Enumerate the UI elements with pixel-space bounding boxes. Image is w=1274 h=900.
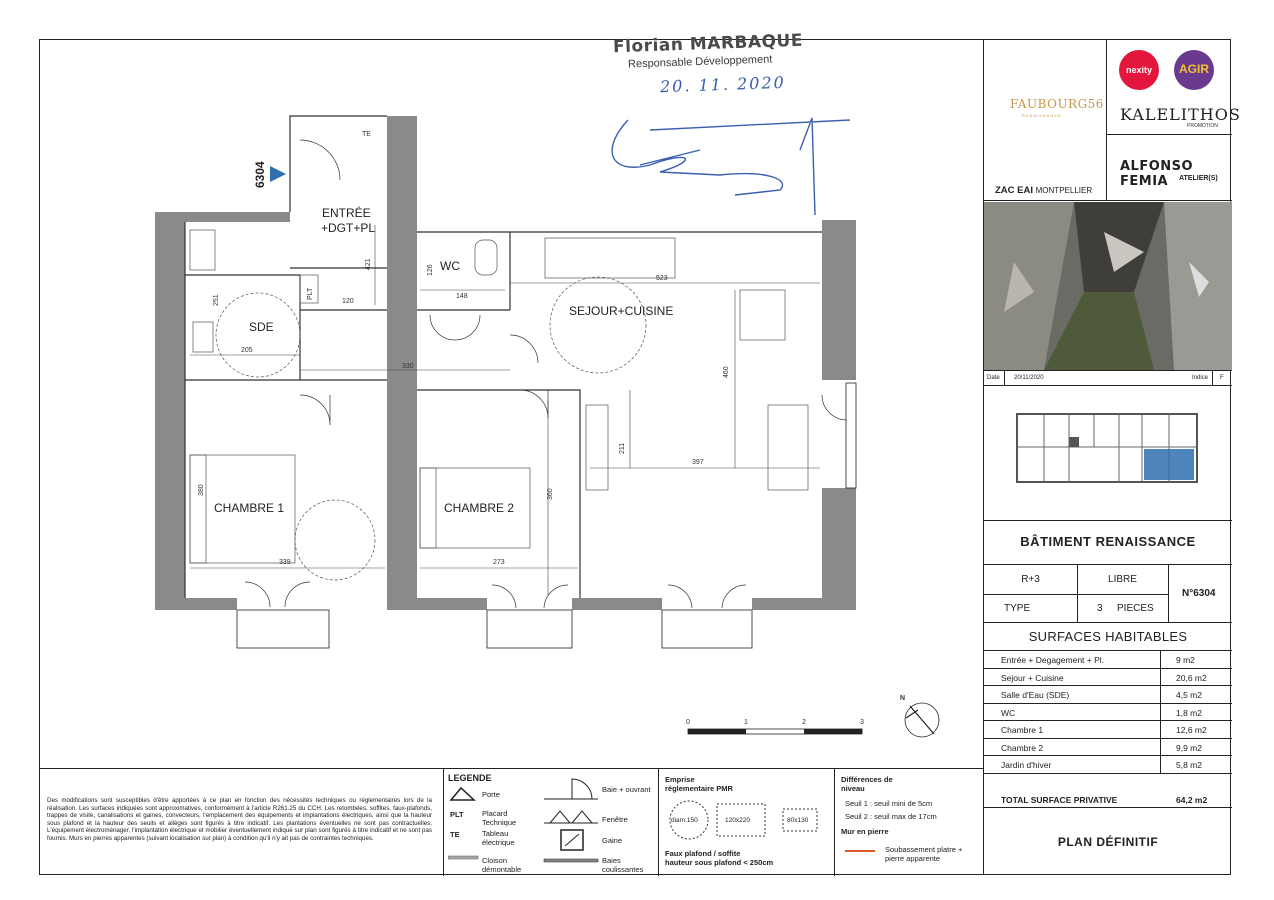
svg-text:421: 421 <box>365 258 372 270</box>
kalithos-logo: KALELITHOS <box>1120 105 1241 124</box>
room-entree-2: +DGT+PL <box>321 221 376 235</box>
surface-row: Sejour + Cuisine 20,6 m2 <box>984 669 1232 687</box>
door-legend-icon <box>448 783 478 803</box>
svg-text:0: 0 <box>686 719 690 726</box>
svg-text:460: 460 <box>723 366 730 378</box>
title-block <box>983 39 1241 875</box>
room-entree: ENTRÉE <box>322 206 371 220</box>
emprise-block: Emprise réglementaire PMR diam.150 120x220 80x130 Faux plafond / soffite hauteur sous plafond < 250cm <box>659 769 835 876</box>
svg-text:2: 2 <box>802 719 806 726</box>
agir-logo: AGIR <box>1174 50 1214 90</box>
legend-block: LEGENDE Porte PLT Placard Technique TE Tableau électrique Cloison démontable Baie + ouvrant Fenêtre Gaine Baies coulissantes <box>443 769 659 876</box>
surface-row: Salle d'Eau (SDE) 4,5 m2 <box>984 686 1232 704</box>
surface-row: Jardin d'hiver 5,8 m2 <box>984 756 1232 774</box>
level-diff-block: Différences de niveau Seuil 1 : seuil mini de 5cm Seuil 2 : seuil max de 17cm Mur en pierre Soubassement platre + pierre apparente <box>841 775 963 863</box>
stone-wall-swatch <box>845 850 875 852</box>
bay-legend-icon <box>542 775 602 803</box>
svg-text:211: 211 <box>619 442 626 454</box>
surface-row: Entrée + Degagement + Pl. 9 m2 <box>984 651 1232 669</box>
plt-label: PLT <box>307 287 314 300</box>
room-chambre-1: CHAMBRE 1 <box>214 501 285 515</box>
nexity-logo: nexity <box>1119 50 1159 90</box>
interior-walls <box>185 116 822 598</box>
faubourg-logo: FAUBOURG56 RENAISSANCE ZAC EAI MONTPELLIER <box>984 39 1107 201</box>
svg-text:126: 126 <box>427 264 434 276</box>
svg-text:360: 360 <box>547 488 554 500</box>
room-sde: SDE <box>249 320 274 334</box>
north-arrow-icon <box>900 695 939 737</box>
room-chambre-2: CHAMBRE 2 <box>444 501 515 515</box>
surfaces-table <box>984 651 1232 774</box>
svg-text:120: 120 <box>342 298 354 305</box>
svg-text:148: 148 <box>456 293 468 300</box>
svg-text:523: 523 <box>656 275 668 282</box>
shaft-legend-icon <box>559 828 585 852</box>
svg-text:273: 273 <box>493 559 505 566</box>
surface-row: WC 1,8 m2 <box>984 704 1232 722</box>
disclaimer-text: Des modifications sont susceptibles d'être apportées à ce plan en fonction des nécessités techniques ou réglementaires lors de la réalisation. Les surfaces indiquées sont approximatives, conformément à l'article R261.25 du CCH. Les retombées, soffites, faux-plafonds, trappes de visite, canalisations et gaines, convecteurs, l'emplacement des équipements et implantations électriques, ainsi que la hauteur sous plafond et la hauteur des seuils et allèges sont figurés à titre indicatif. Les plantations éventuelles ne sont pas contractuelles. L'équipement électroménager, l'implantation électrique et mobilier éventuellement indiqué sur plan sont figurés à titre indicatif et ne sont pas fournis. Murs en pierres apparentes (suivant localisation sur plan) à condition qu'il n'y ait pas de contraintes techniques. <box>47 797 432 842</box>
surface-row: Chambre 2 9,9 m2 <box>984 739 1232 757</box>
room-wc: WC <box>440 259 460 273</box>
scale-bar <box>686 719 864 734</box>
stamp-date: 20. 11. 2020 <box>659 72 787 97</box>
stamp-role: Responsable Développement <box>627 53 773 71</box>
window-legend-icon <box>542 805 602 827</box>
building-name: BÂTIMENT RENAISSANCE <box>984 521 1232 565</box>
svg-text:339: 339 <box>279 559 291 566</box>
svg-text:3: 3 <box>860 719 864 726</box>
femia-logo: ALFONSO FEMIA <box>1120 159 1194 189</box>
exterior-walls <box>155 116 856 610</box>
svg-text:380: 380 <box>198 484 205 496</box>
logos-block: FAUBOURG56 RENAISSANCE ZAC EAI MONTPELLIER nexity AGIR KALELITHOS PROMOTION ALFONSO FEMIA ATELIER(S) <box>984 39 1232 201</box>
svg-text:330: 330 <box>402 363 414 370</box>
total-surface: TOTAL SURFACE PRIVATIVE 64,2 m2 <box>984 791 1232 808</box>
partition-legend-icon <box>448 855 480 861</box>
signature <box>612 118 850 215</box>
sliding-legend-icon <box>542 857 602 865</box>
entry-marker-icon <box>270 166 286 182</box>
surface-row: Chambre 1 12,6 m2 <box>984 721 1232 739</box>
plan-status: PLAN DÉFINITIF <box>1057 835 1159 849</box>
legend-footer <box>39 768 983 875</box>
furniture <box>190 230 808 580</box>
zac-label: ZAC EAI MONTPELLIER <box>995 185 1093 196</box>
stamp-name: Florian MARBAQUE <box>612 30 804 58</box>
unit-info: R+3 LIBRE TYPE 3 PIECES N°6304 <box>984 565 1232 623</box>
key-plan <box>984 387 1232 521</box>
svg-text:205: 205 <box>241 347 253 354</box>
unit-code-label: 6304 <box>253 161 267 188</box>
surfaces-title: SURFACES HABITABLES <box>984 623 1232 651</box>
te-label: TE <box>362 131 371 138</box>
svg-text:1: 1 <box>744 719 748 726</box>
room-sejour: SEJOUR+CUISINE <box>569 304 674 318</box>
building-render-image <box>984 202 1232 370</box>
svg-text:397: 397 <box>692 459 704 466</box>
svg-text:251: 251 <box>213 294 220 306</box>
date-bar: Date 20/11/2020 Indice F <box>984 370 1232 386</box>
unit-number: N°6304 <box>1182 588 1216 599</box>
svg-text:N: N <box>900 695 906 702</box>
